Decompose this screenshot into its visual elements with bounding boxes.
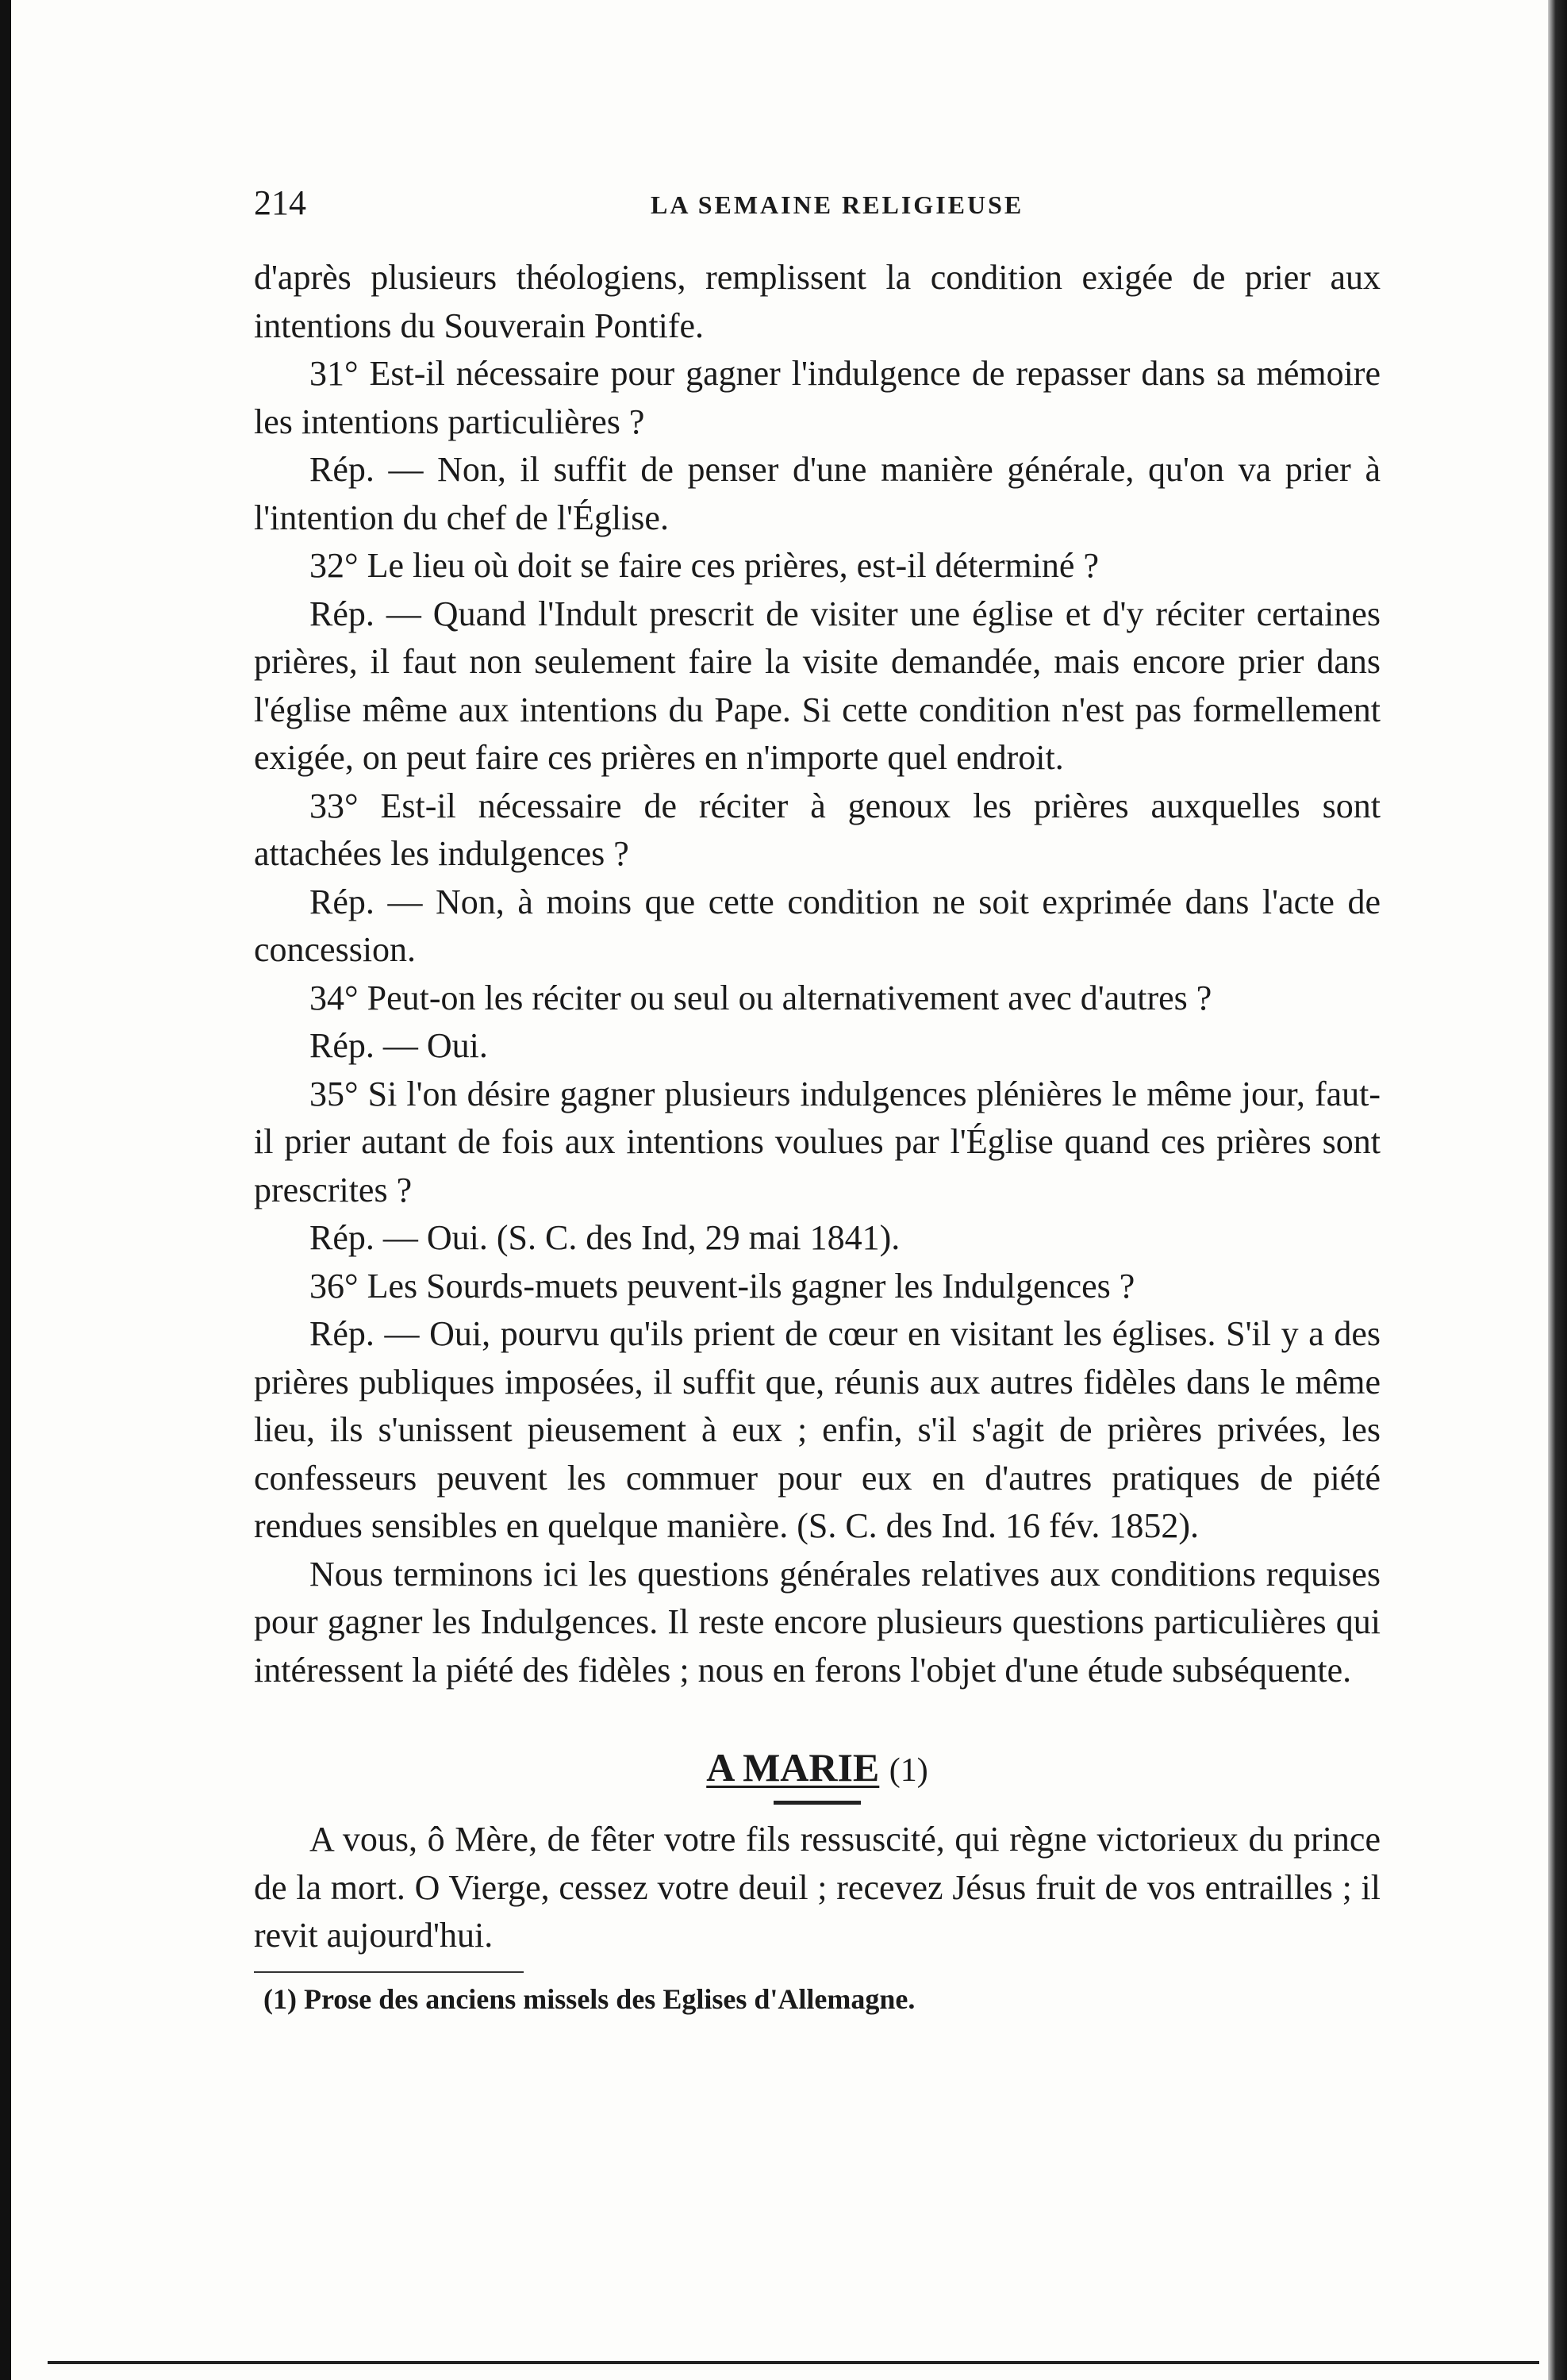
question-33: 33° Est-il nécessaire de réciter à genoux les prières auxquelles sont attachées les indulgences ? <box>254 786 1381 873</box>
question-32: 32° Le lieu où doit se faire ces prières, est-il déterminé ? <box>309 546 1099 585</box>
question-35: 35° Si l'on désire gagner plusieurs indulgences plénières le même jour, faut-il prier autant de fois aux intentions voulues par l'Église quand ces prières sont prescrites ? <box>254 1074 1381 1209</box>
question-36: 36° Les Sourds-muets peuvent-ils gagner les Indulgences ? <box>309 1266 1135 1305</box>
answer-31: Rép. — Non, il suffit de penser d'une manière générale, qu'on va prier à l'intention du chef de l'Église. <box>254 450 1381 537</box>
section-title <box>254 1742 1381 1796</box>
answer-36: Rép. — Oui, pourvu qu'ils prient de cœur en visitant les églises. S'il y a des prières publiques imposées, il suffit que, réunis aux autres fidèles dans le même lieu, ils s'unissent pieusement à eux ; enfin, s'il s'agit de prières privées, les confesseurs peuvent les commuer pour eux en d'autres pratiques de piété rendues sensibles en quelque manière. (S. C. des Ind. 16 fév. 1852). <box>254 1314 1381 1545</box>
scan-left-edge <box>0 0 11 2380</box>
answer-32: Rép. — Quand l'Indult prescrit de visiter une église et d'y réciter certaines prières, il faut non seulement faire la visite demandée, mais encore prier dans l'église même aux intentions du Pape. Si cette condition n'est pas formellement exigée, on peut faire ces prières en n'importe quel endroit. <box>254 594 1381 777</box>
page-number: 214 <box>254 183 306 222</box>
footnote-rule <box>254 1971 524 1973</box>
running-title: LA SEMAINE RELIGIEUSE <box>651 190 1024 219</box>
answer-33: Rép. — Non, à moins que cette condition ne soit exprimée dans l'acte de concession. <box>254 882 1381 969</box>
section-title-text: A MARIE <box>706 1745 880 1790</box>
closing-paragraph: Nous terminons ici les questions générales relatives aux conditions requises pour gagner les Indulgences. Il reste encore plusieurs questions particulières qui intéressent la piété des fidèles ; nous en ferons l'objet d'une étude subséquente. <box>254 1554 1381 1690</box>
answer-35: Rép. — Oui. (S. C. des Ind, 29 mai 1841). <box>309 1218 901 1257</box>
footnote: (1) Prose des anciens missels des Eglises d'Allemagne. <box>263 1982 916 2015</box>
scan-bottom-rule <box>48 2361 1539 2364</box>
scan-right-edge <box>1548 0 1567 2380</box>
page-header <box>254 183 1206 230</box>
footnote-marker: (1) <box>889 1752 928 1789</box>
section-body: A vous, ô Mère, de fêter votre fils ressuscité, qui règne victorieux du prince de la mort. O Vierge, cessez votre deuil ; recevez Jésus fruit de vos entrailles ; il revit aujourd'hui. <box>254 1820 1381 1955</box>
page-body <box>254 254 1381 2017</box>
answer-34: Rép. — Oui. <box>309 1026 488 1065</box>
paragraph: d'après plusieurs théologiens, remplissent la condition exigée de prier aux intentions du Souverain Pontife. <box>254 258 1381 345</box>
title-rule <box>774 1801 861 1805</box>
question-34: 34° Peut-on les réciter ou seul ou alternativement avec d'autres ? <box>309 978 1212 1017</box>
question-31: 31° Est-il nécessaire pour gagner l'indulgence de repasser dans sa mémoire les intentions particulières ? <box>254 354 1381 441</box>
